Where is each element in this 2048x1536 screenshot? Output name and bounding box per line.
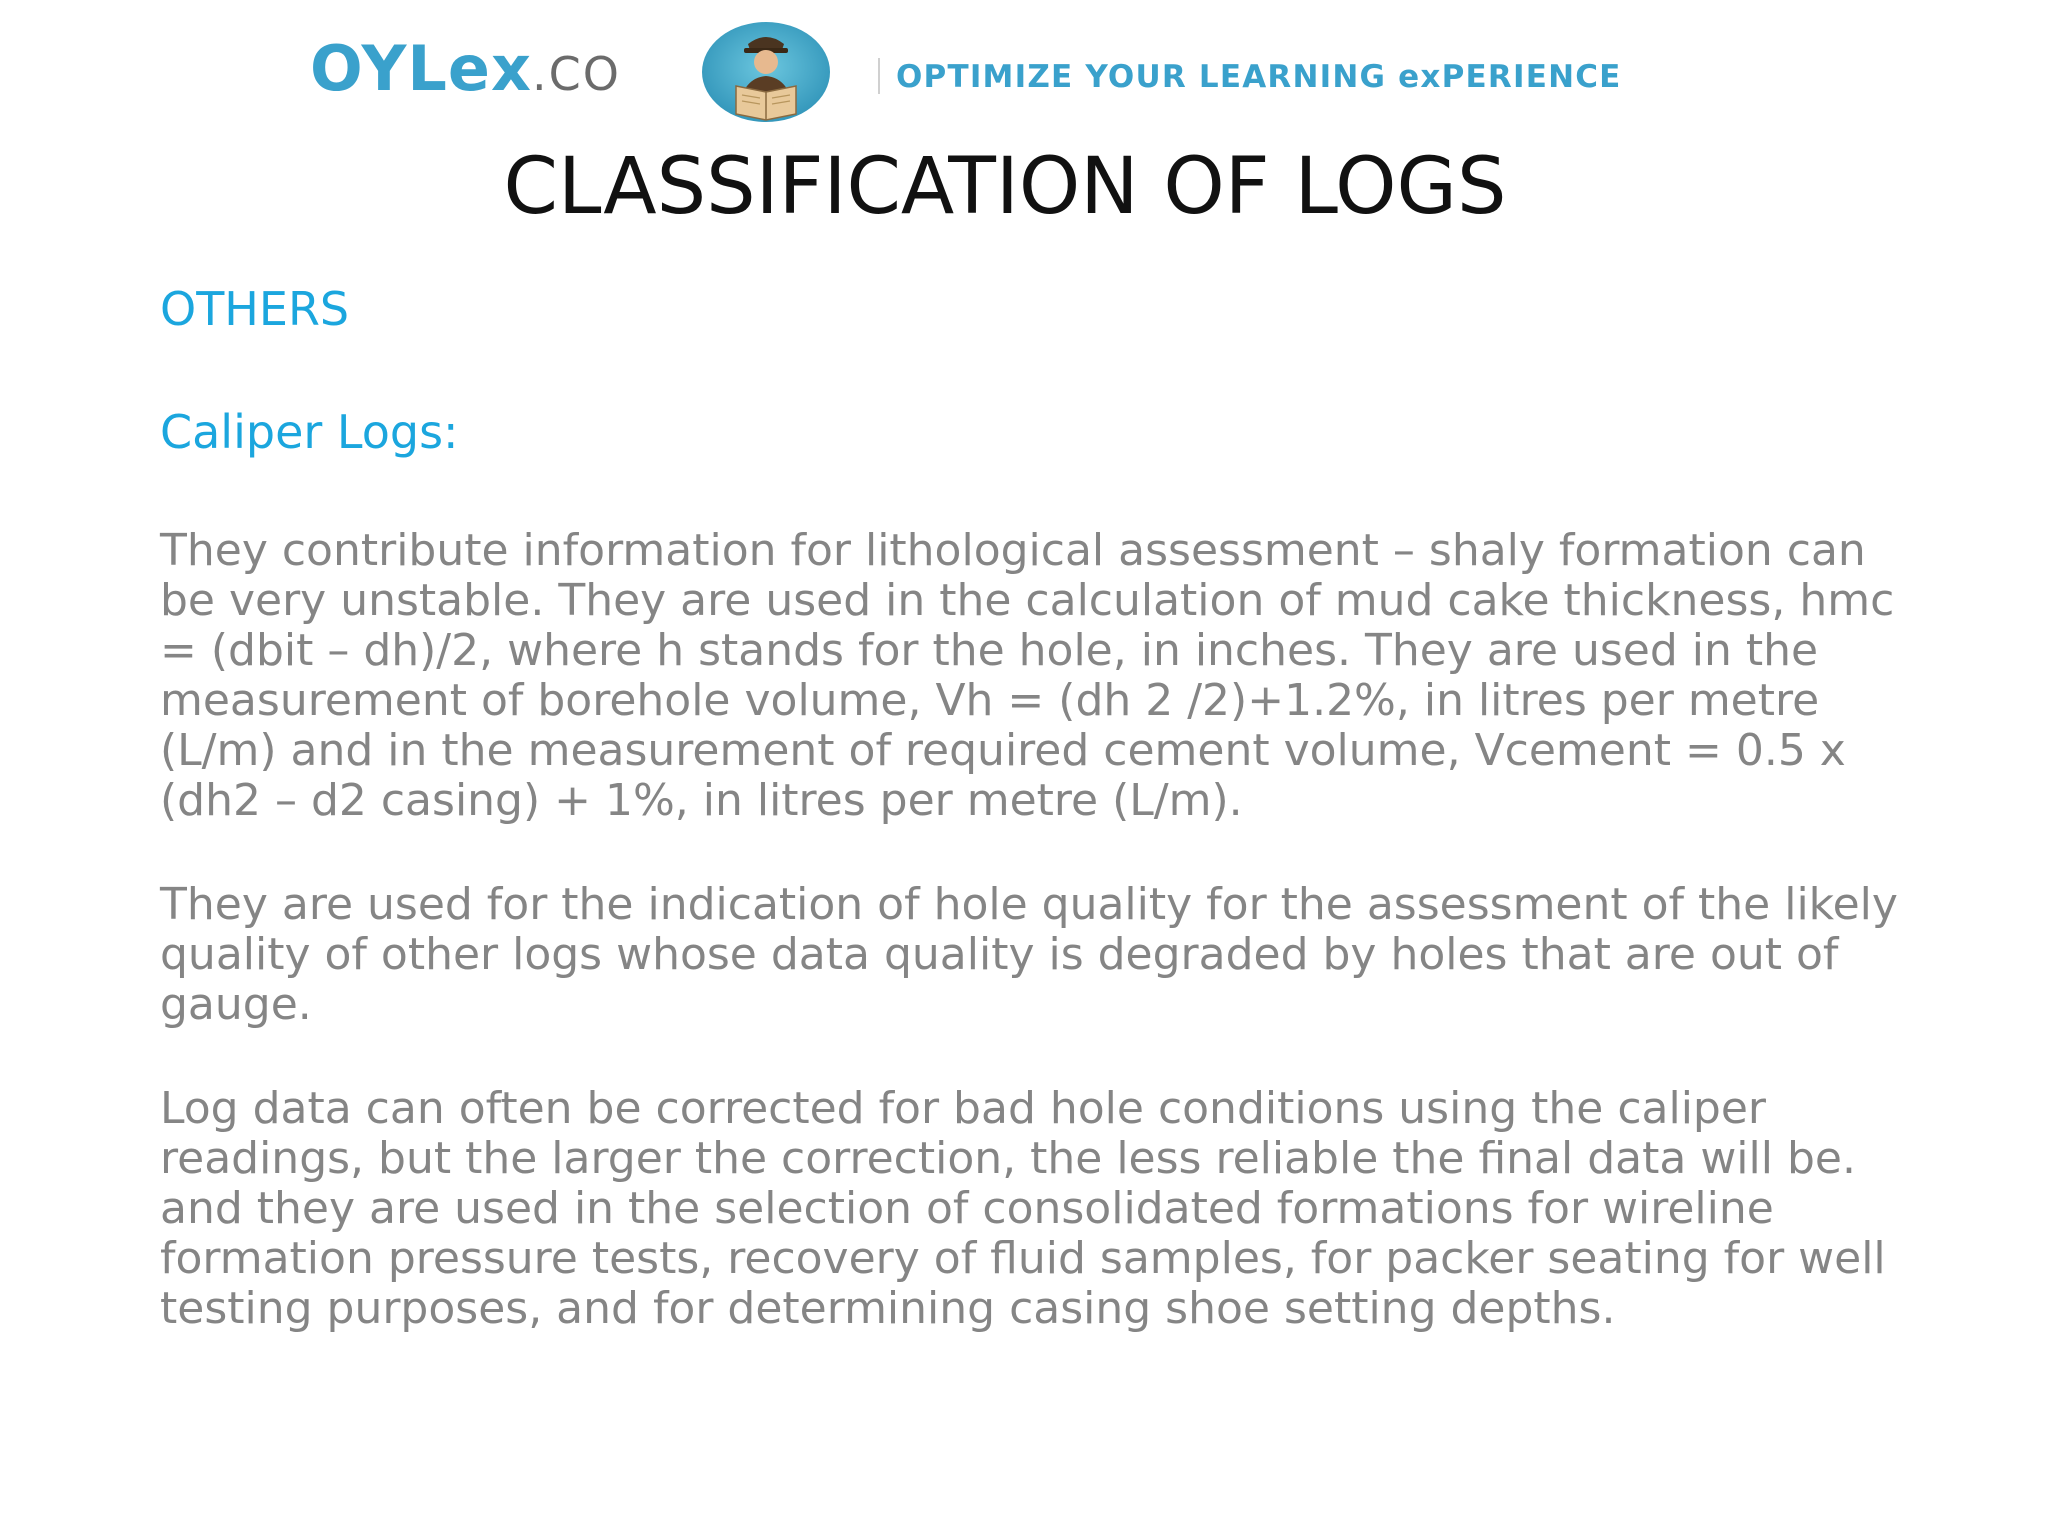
brand-domain: .CO	[531, 47, 621, 101]
slide-body	[160, 282, 1920, 1334]
page-title: CLASSIFICATION OF LOGS	[503, 142, 1507, 232]
body-paragraph-3: Log data can often be corrected for bad hole conditions using the caliper readings, but the larger the correction, the less reliable the final data will be. and they are used in the selection of consolidated formations for wireline formation pressure tests, recovery of fluid samples, for packer seating for well testing purposes, and for determining casing shoe setting depths.	[160, 1083, 1886, 1335]
tagline-text: OPTIMIZE YOUR LEARNING exPERIENCE	[896, 59, 1622, 95]
section-heading: OTHERS	[160, 282, 350, 336]
tagline-divider	[878, 58, 880, 94]
subheading: Caliper Logs:	[160, 405, 459, 460]
reading-person-icon	[698, 20, 834, 124]
brand-header	[310, 18, 1690, 128]
brand-logo-wordmark	[310, 32, 621, 105]
brand-name: OYLex	[310, 32, 532, 105]
brand-tagline	[878, 59, 1622, 95]
body-paragraph-2: They are used for the indication of hole quality for the assessment of the likely quality of other logs whose data quality is degraded by holes that are out of gauge.	[160, 879, 1898, 1031]
body-paragraph-1: They contribute information for lithological assessment – shaly formation can be very unstable. They are used in the calculation of mud cake thickness, hmc = (dbit – dh)/2, where h stands for the hole, in inches. They are used in the measurement of borehole volume, Vh = (dh 2 /2)+1.2%, in litres per metre (L/m) and in the measurement of required cement volume, Vcement = 0.5 x (dh2 – d2 casing) + 1%, in litres per metre (L/m).	[160, 525, 1895, 827]
